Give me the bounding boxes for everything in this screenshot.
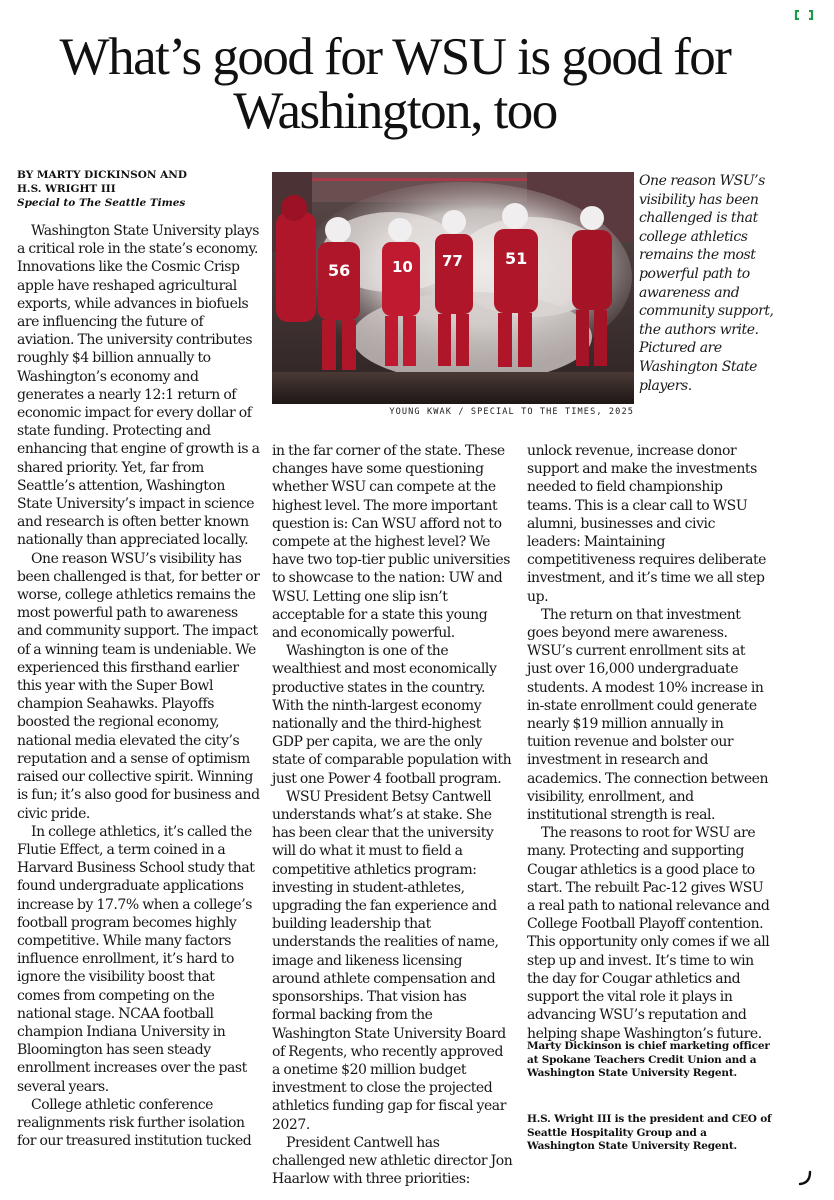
byline-affiliation: Special to The Seattle Times <box>17 197 186 209</box>
author-bio: H.S. Wright III is the president and CEO of Seattle Hospitality Group and a Washington State University Regent. <box>527 1113 772 1152</box>
paragraph: WSU President Betsy Cantwell understands what’s at stake. She has been clear that the university will do what it must to field a competitive athletics program: investing in student-athletes, upgrading the fan experience and building leadership that understands the realities of name, image and likeness licensing around athlete compensation and sponsorships. That vision has formal backing from the Washington State University Board of Regents, who recently approved a onetime $20 million budget investment to close the projected athletics funding gap for fiscal year 2027. <box>272 788 506 1133</box>
jersey-number: 51 <box>505 249 528 268</box>
paragraph: In college athletics, it’s called the Flutie Effect, a term coined in a Harvard Business School study that found undergraduate applications increase by 17.7% when a college’s football program becomes highly competitive. While many factors influence enrollment, it’s hard to ignore the visibility boost that comes from competing on the national stage. NCAA football champion Indiana University in Bloomington has seen steady enrollment increases over the past several years. <box>17 823 255 1095</box>
jersey-number: 10 <box>392 258 413 276</box>
paragraph: Washington State University plays a critical role in the state’s economy. Innovations like the Cosmic Crisp apple have reshaped agricultural exports, while advances in biofuels are influencing the future of aviation. The university contributes roughly $4 billion annually to Washington’s economy and generates a nearly 12:1 return of economic impact for every dollar of state funding. Protecting and enhancing that engine of growth is a shared priority. Yet, far from Seattle’s attention, Washington State University’s impact in science and research is often better known nationally than appreciated locally. <box>17 223 260 549</box>
article-column-1 <box>17 222 260 1150</box>
author-bio: Marty Dickinson is chief marketing officer at Spokane Teachers Credit Union and a Washington State University Regent. <box>527 1040 770 1079</box>
article-photo <box>272 172 634 404</box>
article-column-3 <box>527 442 770 1043</box>
byline <box>17 168 267 210</box>
byline-authors-line1: BY MARTY DICKINSON AND <box>17 169 187 181</box>
bracket-icon <box>794 10 814 20</box>
paragraph: College athletic conference realignments risk further isolation for our treasured institution tucked <box>17 1096 252 1150</box>
photo-credit: YOUNG KWAK / SPECIAL TO THE TIMES, 2025 <box>389 407 634 417</box>
paragraph: One reason WSU’s visibility has been challenged is that, for better or worse, college athletics remains the most powerful path to awareness and community support. The impact of a winning team is undeniable. We experienced this firsthand earlier this year with the Super Bowl champion Seahawks. Playoffs boosted the regional economy, national media elevated the city’s reputation and a sense of optimism raised our collective spirit. Winning is fun; it’s also good for business and civic pride. <box>17 550 260 822</box>
paragraph: The reasons to root for WSU are many. Protecting and supporting Cougar athletics is a good place to start. The rebuilt Pac-12 gives WSU a real path to national relevance and College Football Playoff contention. This opportunity only comes if we all step up and invest. It’s time to win the day for Cougar athletics and support the vital role it plays in advancing WSU’s reputation and helping shape Washington’s future. <box>527 825 770 1042</box>
paragraph: unlock revenue, increase donor support and make the investments needed to field championship teams. This is a clear call to WSU alumni, businesses and civic leaders: Maintaining competitiveness requires deliberate investment, and it’s time we all step up. <box>527 443 767 605</box>
photo-caption: One reason WSU’s visibility has been challenged is that college athletics remains the most powerful path to awareness and community support, the authors write. Pictured are Washington State players. <box>639 173 774 394</box>
headline: What’s good for WSU is good for Washington, too <box>59 28 731 140</box>
football-players-photo <box>272 172 634 404</box>
paragraph: Washington is one of the wealthiest and most economically productive states in the country. With the ninth-largest economy nationally and the third-highest GDP per capita, we are the only state of comparable population with just one Power 4 football program. <box>272 643 512 787</box>
jersey-number: 56 <box>328 261 351 280</box>
paragraph: in the far corner of the state. These changes have some questioning whether WSU can compete at the highest level. The more important question is: Can WSU afford not to compete at the highest level? We have two top-tier public universities to showcase to the nation: UW and WSU. Letting one slip isn’t acceptable for a state this young and economically powerful. <box>272 443 510 642</box>
article-column-2 <box>272 442 513 1188</box>
jersey-number: 77 <box>442 252 463 270</box>
paragraph: President Cantwell has challenged new athletic director Jon Haarlow with three priorities: <box>272 1134 513 1188</box>
byline-authors-line2: H.S. WRIGHT III <box>17 183 116 195</box>
paragraph: The return on that investment goes beyond mere awareness. WSU’s current enrollment sits at just over 16,000 undergraduate students. A modest 10% increase in in-state enrollment could generate nearly $19 million annually in tuition revenue and bolster our investment in research and academics. The connection between visibility, enrollment, and institutional strength is real. <box>527 606 769 824</box>
corner-curl-icon <box>798 1170 812 1186</box>
